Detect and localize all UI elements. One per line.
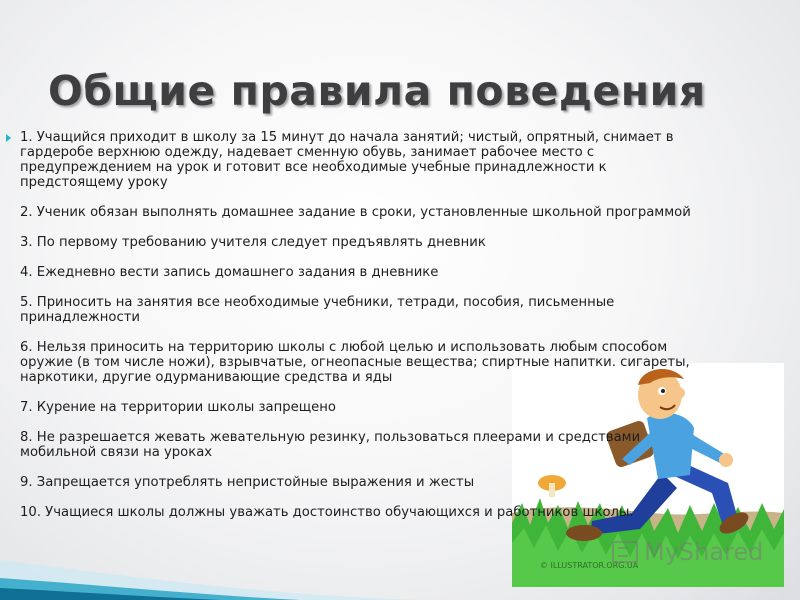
rule-item: 6. Нельзя приносить на территорию школы с любой целью и использовать любым способом оружие (в том числе ножи), взрывчатые, огнеопасные вещества; спиртные напитки. сигареты, наркотики, другие одурманивающие средства и яды [20, 340, 690, 385]
rule-item: 4. Ежедневно вести запись домашнего задания в дневнике [20, 265, 439, 280]
rule-item: 7. Курение на территории школы запрещено [20, 400, 336, 415]
rule-item: 1. Учащийся приходит в школу за 15 минут до начала занятий; чистый, опрятный, снимает в гардеробе верхнюю одежду, надевает сменную обувь, занимает рабочее место с предупреждением на урок и готовит все необходимые учебные принадлежности к предстоящему уроку [20, 130, 674, 190]
rule-item: 2. Ученик обязан выполнять домашнее задание в сроки, установленные школьной программой [20, 205, 691, 220]
rule-item: 8. Не разрешается жевать жевательную резинку, пользоваться плеерами и средствами мобильной связи на уроках [20, 430, 641, 460]
rules-list [20, 130, 700, 535]
rule-item: 10. Учащиеся школы должны уважать достоинство обучающихся и работников школы. [20, 505, 634, 520]
rule-item: 3. По первому требованию учителя следует предъявлять дневник [20, 235, 486, 250]
watermark-text: MyShared [644, 538, 764, 566]
illustration-caption: © ILLUSTRATOR.ORG.UA [540, 561, 639, 570]
slide-title: Общие правила поведения [48, 67, 706, 116]
bullet-arrow-icon [6, 134, 11, 142]
rule-item: 5. Приносить на занятия все необходимые учебники, тетради, пособия, письменные принадлежности [20, 295, 615, 325]
myshared-logo-icon [612, 541, 638, 563]
rule-item: 9. Запрещается употреблять непристойные выражения и жесты [20, 475, 475, 490]
myshared-watermark [612, 538, 763, 566]
